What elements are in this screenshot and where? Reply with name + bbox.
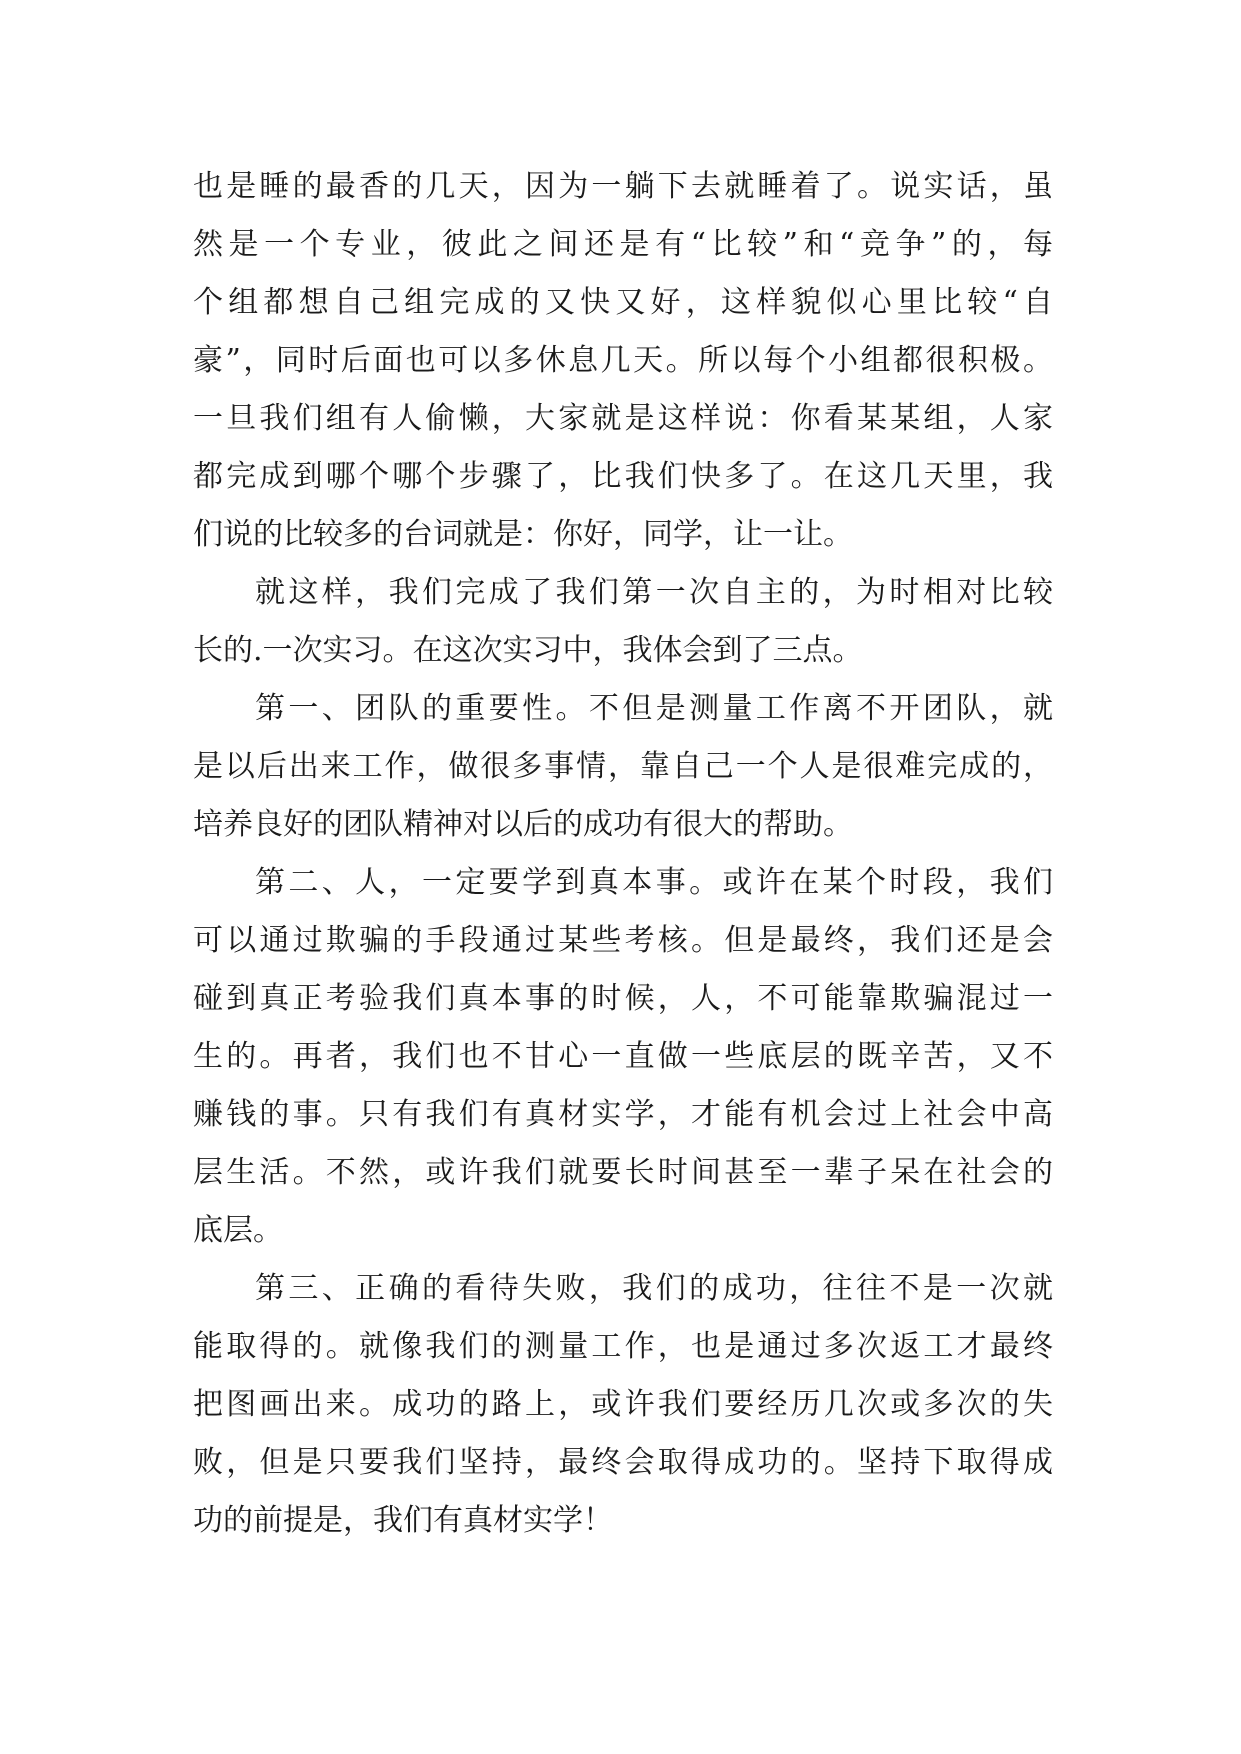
text-line: 一旦我们组有人偷懒，大家就是这样说：你看某某组，人家 — [193, 401, 1053, 436]
text-line: 功的前提是，我们有真材实学！ — [193, 1503, 613, 1538]
paragraph-first-line: 第二、人，一定要学到真本事。或许在某个时段，我们 — [255, 865, 1053, 900]
text-line: 培养良好的团队精神对以后的成功有很大的帮助。 — [193, 807, 853, 842]
text-line: 也是睡的最香的几天，因为一躺下去就睡着了。说实话，虽 — [193, 169, 1053, 204]
text-line: 碰到真正考验我们真本事的时候，人，不可能靠欺骗混过一 — [193, 981, 1053, 1016]
text-line: 们说的比较多的台词就是：你好，同学，让一让。 — [193, 517, 853, 552]
text-line: 生的。再者，我们也不甘心一直做一些底层的既辛苦，又不 — [193, 1039, 1053, 1074]
text-line: 把图画出来。成功的路上，或许我们要经历几次或多次的失 — [193, 1387, 1053, 1422]
text-line: 赚钱的事。只有我们有真材实学，才能有机会过上社会中高 — [193, 1097, 1053, 1132]
text-line: 可以通过欺骗的手段通过某些考核。但是最终，我们还是会 — [193, 923, 1053, 958]
text-line: 能取得的。就像我们的测量工作，也是通过多次返工才最终 — [193, 1329, 1053, 1364]
paragraph-first-line: 就这样，我们完成了我们第一次自主的，为时相对比较 — [255, 575, 1053, 610]
text-line: 底层。 — [193, 1213, 283, 1248]
text-line: 豪”，同时后面也可以多休息几天。所以每个小组都很积极。 — [193, 343, 1053, 378]
paragraph-first-line: 第三、正确的看待失败，我们的成功，往往不是一次就 — [255, 1271, 1053, 1306]
text-line: 然是一个专业，彼此之间还是有“比较”和“竞争”的，每 — [193, 227, 1053, 262]
text-line: 长的.一次实习。在这次实习中，我体会到了三点。 — [193, 633, 863, 668]
text-line: 败，但是只要我们坚持，最终会取得成功的。坚持下取得成 — [193, 1445, 1053, 1480]
text-line: 层生活。不然，或许我们就要长时间甚至一辈子呆在社会的 — [193, 1155, 1053, 1190]
document-body — [193, 158, 1053, 1550]
text-line: 个组都想自己组完成的又快又好，这样貌似心里比较“自 — [193, 285, 1053, 320]
text-line: 是以后出来工作，做很多事情，靠自己一个人是很难完成的， — [193, 749, 1053, 784]
text-line: 都完成到哪个哪个步骤了，比我们快多了。在这几天里，我 — [193, 459, 1053, 494]
paragraph-first-line: 第一、团队的重要性。不但是测量工作离不开团队，就 — [255, 691, 1053, 726]
